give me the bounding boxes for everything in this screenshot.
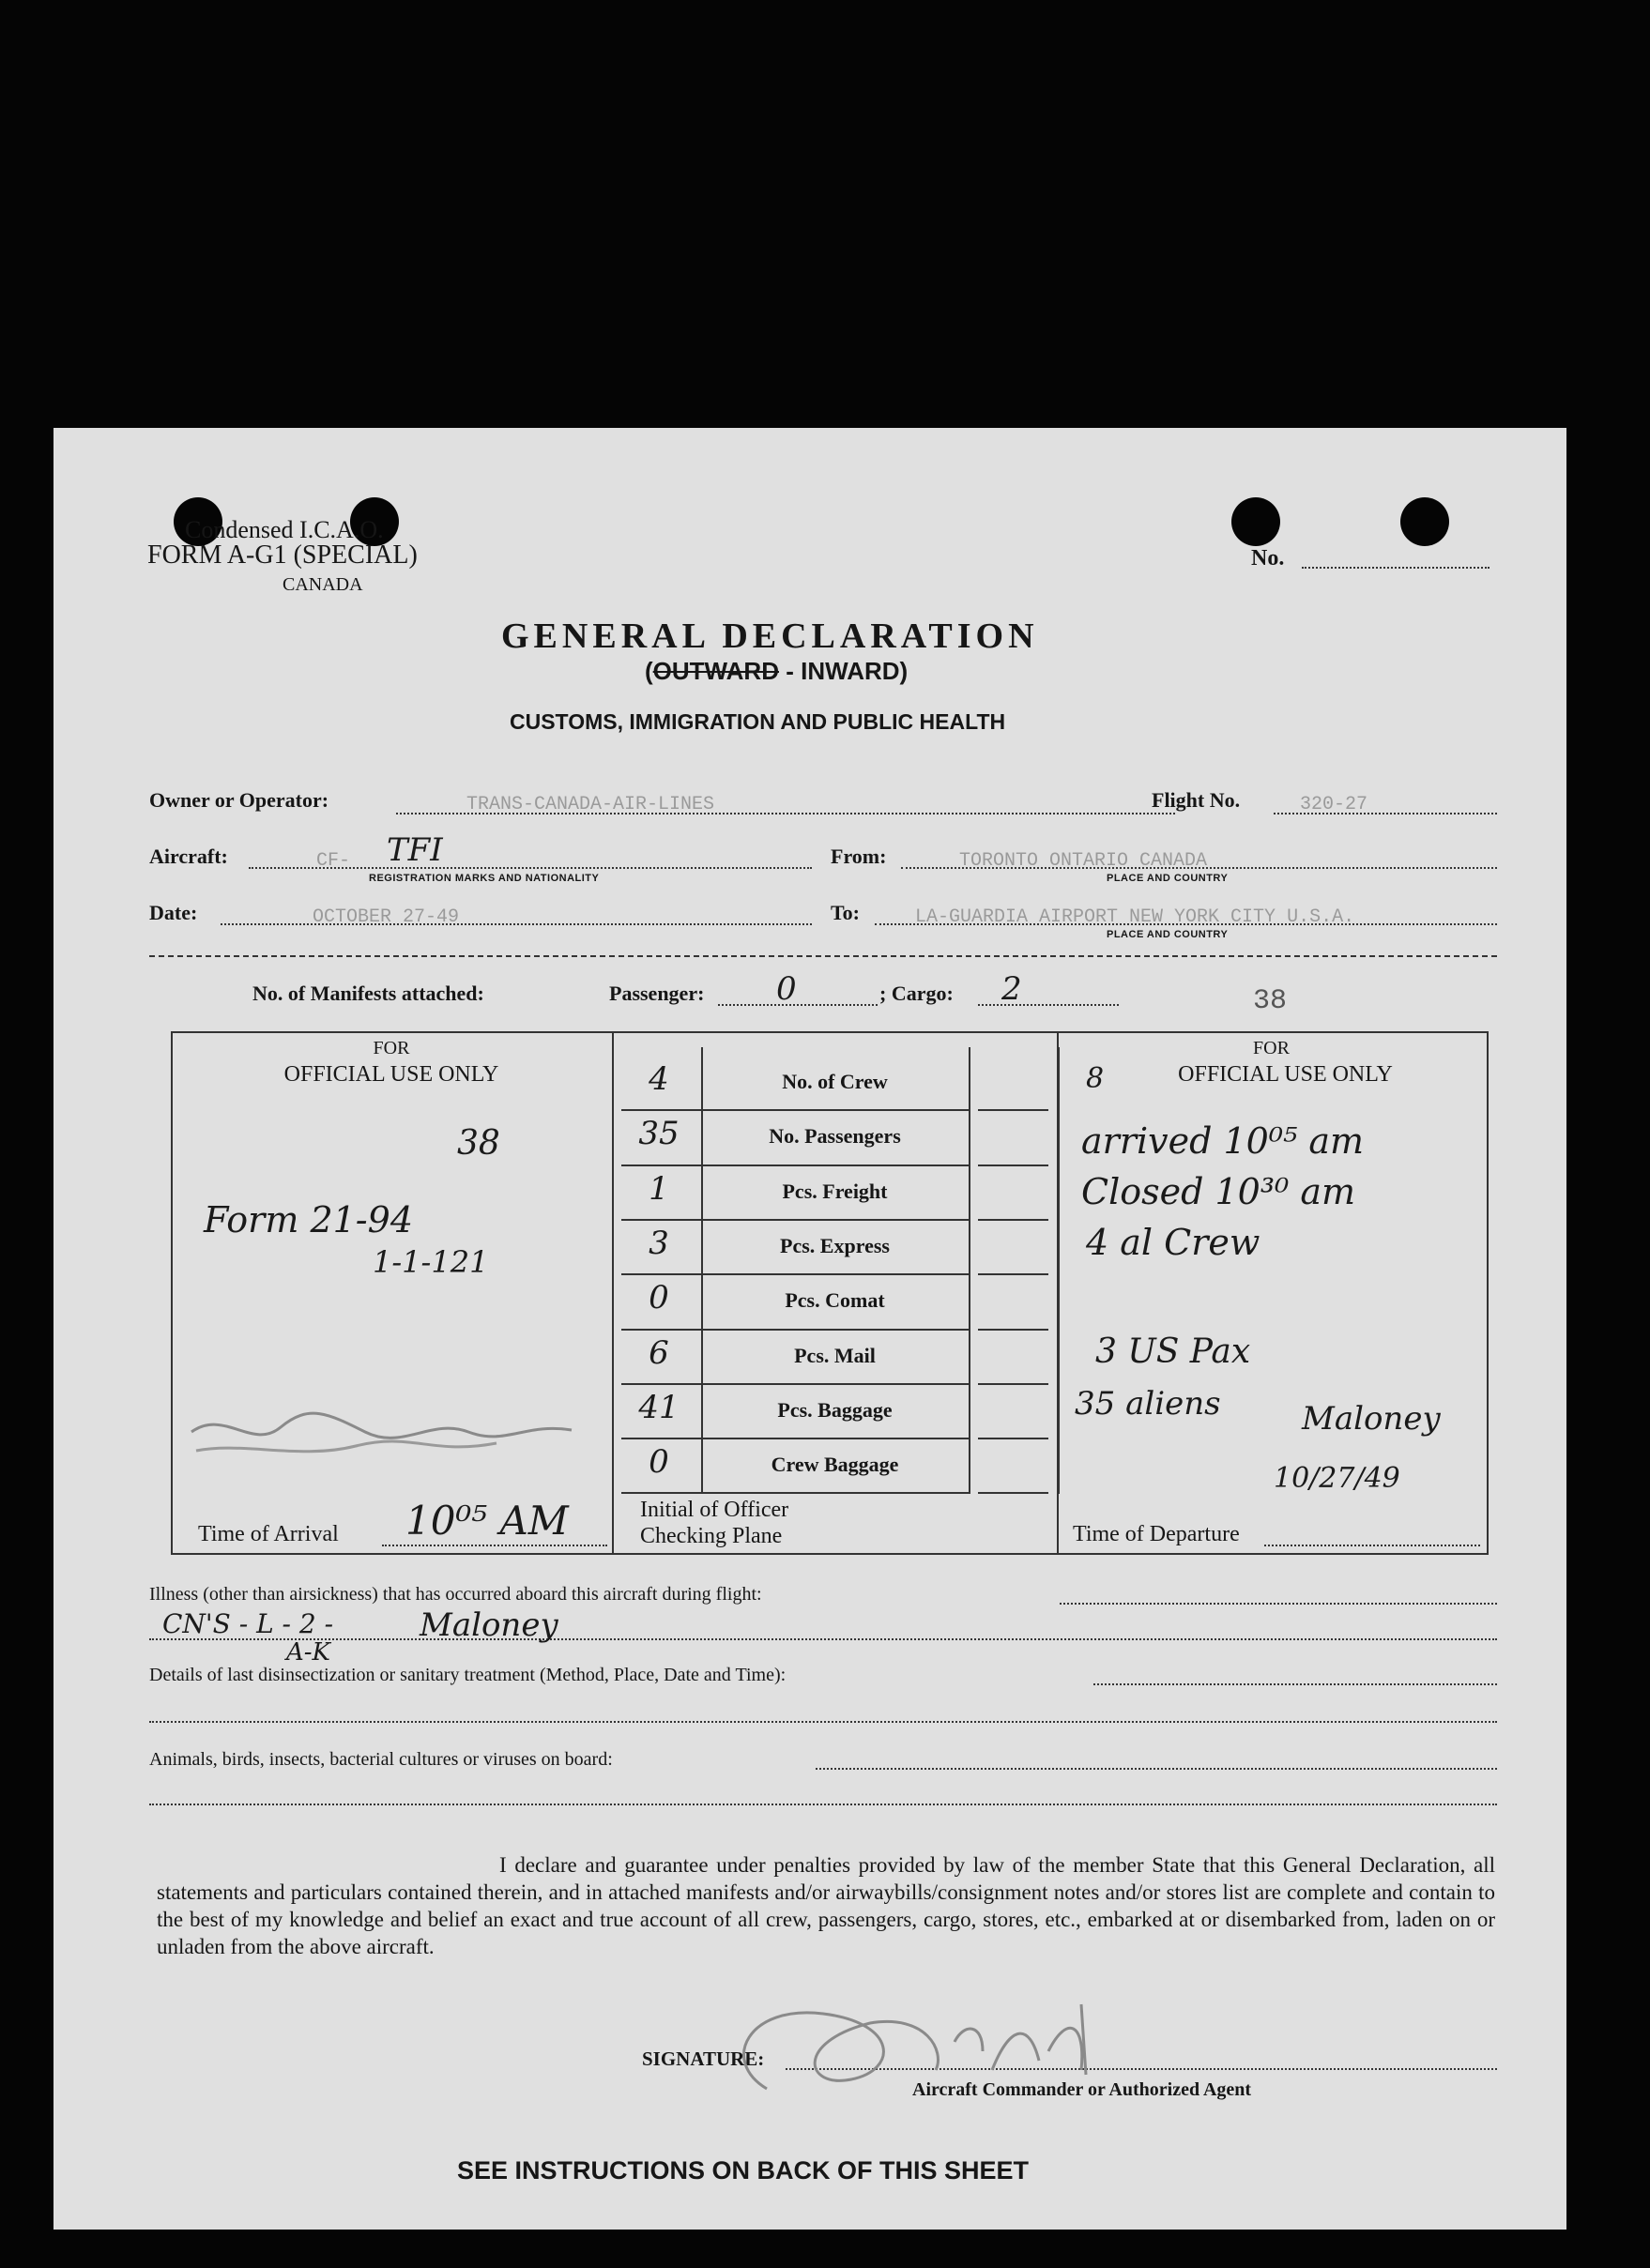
row-rule bbox=[621, 1273, 969, 1275]
manifests-label: No. of Manifests attached: bbox=[252, 982, 484, 1005]
row-check-field[interactable] bbox=[978, 1329, 1048, 1331]
time-arrival-value: 10⁰⁵ AM bbox=[405, 1498, 569, 1544]
to-label: To: bbox=[831, 901, 860, 924]
illness-note-2: A-K bbox=[286, 1638, 330, 1667]
page-title: GENERAL DECLARATION bbox=[501, 616, 1039, 656]
stamp-number: 38 bbox=[1253, 985, 1288, 1017]
date-value: OCTOBER 27-49 bbox=[313, 906, 460, 928]
row-count-1: 35 bbox=[638, 1115, 680, 1153]
row-count-2: 1 bbox=[649, 1169, 669, 1208]
animals-field-2[interactable] bbox=[149, 1804, 1497, 1805]
signature-stroke bbox=[744, 2004, 1086, 2089]
row-check-field[interactable] bbox=[978, 1164, 1048, 1166]
animals-field[interactable] bbox=[816, 1768, 1497, 1770]
form-country: CANADA bbox=[283, 574, 363, 595]
from-label: From: bbox=[831, 845, 887, 868]
punch-hole bbox=[1231, 497, 1280, 546]
row-rule bbox=[621, 1438, 969, 1439]
cargo-label: ; Cargo: bbox=[879, 982, 954, 1005]
right-note-count: 8 bbox=[1086, 1062, 1105, 1095]
passenger-label: Passenger: bbox=[609, 982, 705, 1005]
owner-label: Owner or Operator: bbox=[149, 788, 329, 812]
illness-label: Illness (other than airsickness) that has occurred aboard this aircraft during flight: bbox=[149, 1584, 762, 1605]
left-note-form2: 1-1-121 bbox=[373, 1244, 489, 1280]
to-value: LA-GUARDIA AIRPORT NEW YORK CITY U.S.A. bbox=[915, 906, 1355, 928]
left-note-form1: Form 21-94 bbox=[204, 1199, 413, 1241]
row-count-7: 0 bbox=[649, 1443, 669, 1482]
right-note-closed: Closed 10³⁰ am bbox=[1081, 1171, 1356, 1212]
row-label-1: No. Passengers bbox=[769, 1124, 901, 1149]
time-departure-field[interactable] bbox=[1264, 1545, 1480, 1546]
time-arrival-field[interactable] bbox=[382, 1545, 607, 1546]
row-label-6: Pcs. Baggage bbox=[777, 1397, 893, 1422]
direction-outward: OUTWARD bbox=[652, 657, 779, 685]
aircraft-label: Aircraft: bbox=[149, 845, 228, 868]
disinsect-label: Details of last disinsectization or sanitary treatment (Method, Place, Date and Time): bbox=[149, 1665, 787, 1685]
right-note-aliens: 35 aliens bbox=[1075, 1385, 1221, 1423]
illness-field-2[interactable] bbox=[149, 1638, 1497, 1640]
row-count-0: 4 bbox=[649, 1060, 669, 1098]
scribble-stroke bbox=[191, 1413, 572, 1438]
paren-open: ( bbox=[645, 657, 653, 685]
initial-label-2: Checking Plane bbox=[640, 1524, 783, 1548]
page-subtitle: CUSTOMS, IMMIGRATION AND PUBLIC HEALTH bbox=[510, 709, 1006, 734]
signature-caption: Aircraft Commander or Authorized Agent bbox=[912, 2079, 1252, 2100]
flight-value: 320-27 bbox=[1300, 794, 1368, 815]
form-number-label: No. bbox=[1251, 546, 1285, 571]
right-note-crew: 4 al Crew bbox=[1086, 1222, 1260, 1263]
direction-inward: - INWARD) bbox=[786, 657, 909, 685]
row-label-5: Pcs. Mail bbox=[794, 1343, 876, 1367]
passenger-field[interactable] bbox=[718, 1004, 878, 1006]
aircraft-registration: TFI bbox=[387, 831, 443, 869]
from-value: TORONTO ONTARIO CANADA bbox=[959, 850, 1208, 872]
row-count-5: 6 bbox=[649, 1333, 669, 1372]
declaration-text: I declare and guarantee under penalties provided by law of the member State that this General Declaration, all statements and particulars contained therein, and in attached manifests and/or airwaybills/consignment notes and/or stores list are complete and contain to the best of my knowledge and belief an exact and true account of all crew, passengers, cargo, stores, etc., embarked at or disembarked from, laden on or unladen from the above aircraft. bbox=[157, 1853, 1495, 1958]
disinsect-field[interactable] bbox=[1093, 1683, 1497, 1685]
row-label-3: Pcs. Express bbox=[780, 1233, 890, 1257]
left-note-number: 38 bbox=[457, 1124, 500, 1163]
left-for-label: FOR bbox=[373, 1038, 410, 1058]
left-official-label: OFFICIAL USE ONLY bbox=[283, 1062, 499, 1087]
right-note-date: 10/27/49 bbox=[1274, 1462, 1400, 1495]
row-label-2: Pcs. Freight bbox=[782, 1179, 888, 1203]
passenger-value: 0 bbox=[776, 970, 797, 1008]
row-rule bbox=[621, 1329, 969, 1331]
row-count-3: 3 bbox=[649, 1224, 669, 1262]
row-rule bbox=[621, 1219, 969, 1221]
declaration-form bbox=[53, 428, 1566, 2230]
form-number-field[interactable] bbox=[1302, 567, 1490, 569]
to-caption: PLACE AND COUNTRY bbox=[1107, 929, 1229, 940]
footer-instructions: SEE INSTRUCTIONS ON BACK OF THIS SHEET bbox=[457, 2156, 1030, 2184]
date-label: Date: bbox=[149, 901, 198, 924]
signature-label: SIGNATURE: bbox=[642, 2047, 765, 2070]
direction-line bbox=[645, 657, 908, 686]
illness-note-1: CN'S - L - 2 - bbox=[162, 1608, 334, 1639]
row-check-field[interactable] bbox=[978, 1273, 1048, 1275]
col-divider bbox=[701, 1047, 703, 1494]
row-check-field[interactable] bbox=[978, 1492, 1048, 1494]
right-for-label: FOR bbox=[1253, 1038, 1290, 1058]
row-count-6: 41 bbox=[638, 1388, 680, 1426]
date-field[interactable] bbox=[221, 923, 812, 925]
scribble-stroke bbox=[196, 1441, 497, 1452]
divider bbox=[149, 955, 1497, 957]
row-rule bbox=[621, 1383, 969, 1385]
row-label-0: No. of Crew bbox=[782, 1070, 888, 1093]
right-note-us-pax: 3 US Pax bbox=[1095, 1332, 1251, 1371]
col-divider bbox=[612, 1031, 614, 1553]
row-rule bbox=[621, 1109, 969, 1111]
row-count-4: 0 bbox=[649, 1279, 669, 1317]
cargo-value: 2 bbox=[1001, 970, 1022, 1008]
row-check-field[interactable] bbox=[978, 1383, 1048, 1385]
aircraft-caption: REGISTRATION MARKS AND NATIONALITY bbox=[369, 873, 600, 884]
col-divider bbox=[1057, 1031, 1059, 1553]
row-rule bbox=[621, 1164, 969, 1166]
row-label-7: Crew Baggage bbox=[771, 1453, 899, 1477]
disinsect-field-2[interactable] bbox=[149, 1721, 1497, 1723]
illness-signature: Maloney bbox=[420, 1606, 558, 1644]
owner-value: TRANS-CANADA-AIR-LINES bbox=[466, 794, 715, 815]
row-check-field[interactable] bbox=[978, 1219, 1048, 1221]
right-official-label: OFFICIAL USE ONLY bbox=[1178, 1062, 1393, 1087]
flight-label: Flight No. bbox=[1152, 788, 1241, 812]
cargo-field[interactable] bbox=[978, 1004, 1119, 1006]
row-label-4: Pcs. Comat bbox=[785, 1288, 885, 1313]
form-code-line1: Condensed I.C.A.O. bbox=[185, 516, 384, 543]
right-note-arrived: arrived 10⁰⁵ am bbox=[1081, 1120, 1365, 1162]
row-rule bbox=[621, 1492, 969, 1494]
scribble-mark bbox=[187, 1404, 581, 1469]
illness-field[interactable] bbox=[1060, 1603, 1497, 1605]
time-departure-label: Time of Departure bbox=[1073, 1522, 1240, 1546]
row-check-field[interactable] bbox=[978, 1438, 1048, 1439]
row-check-field[interactable] bbox=[978, 1109, 1048, 1111]
form-code-line2: FORM A-G1 (SPECIAL) bbox=[147, 540, 418, 570]
aircraft-prefix: CF- bbox=[316, 850, 351, 872]
time-arrival-label: Time of Arrival bbox=[198, 1522, 339, 1546]
initial-label-1: Initial of Officer bbox=[640, 1498, 789, 1522]
from-caption: PLACE AND COUNTRY bbox=[1107, 873, 1229, 884]
right-note-officer: Maloney bbox=[1302, 1400, 1441, 1438]
punch-hole bbox=[1400, 497, 1449, 546]
animals-label: Animals, birds, insects, bacterial cultures or viruses on board: bbox=[149, 1749, 613, 1770]
col-divider bbox=[969, 1047, 970, 1494]
